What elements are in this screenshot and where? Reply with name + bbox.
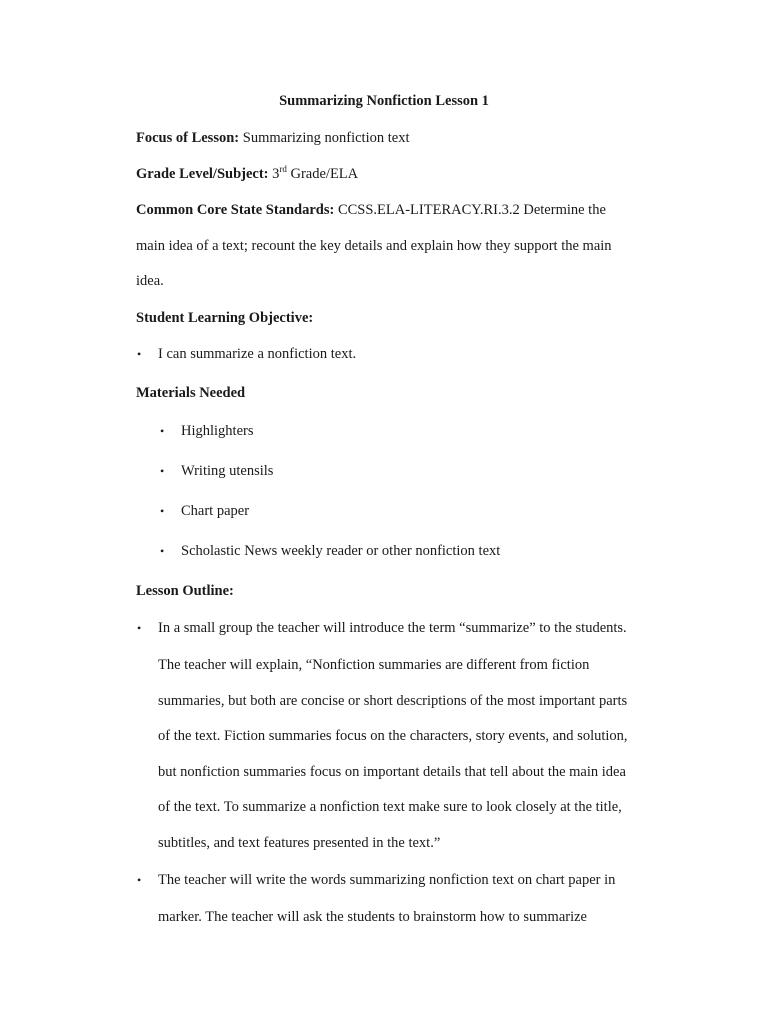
outline-line: subtitles, and text features presented in the text.” — [158, 835, 441, 851]
grade-level-number: 3 — [272, 166, 280, 182]
outline-line: In a small group the teacher will introduce the term “summarize” to the students. — [158, 620, 627, 636]
materials-item: Scholastic News weekly reader or other nonfiction text — [181, 543, 501, 559]
bullet-icon — [160, 504, 164, 519]
standards-line: main idea of a text; recount the key details and explain how they support the main — [136, 238, 612, 254]
materials-item: Chart paper — [181, 503, 250, 519]
outline-line: The teacher will write the words summarizing nonfiction text on chart paper in — [158, 872, 616, 888]
standards-line: idea. — [136, 273, 164, 289]
bullet-icon — [137, 621, 141, 636]
grade-level-label: Grade Level/Subject: — [136, 166, 269, 182]
outline-line: marker. The teacher will ask the students to brainstorm how to summarize — [158, 909, 587, 925]
standards-field — [136, 202, 606, 219]
bullet-icon — [160, 464, 164, 479]
grade-level-ordinal: rd — [279, 164, 287, 174]
materials-item: Highlighters — [181, 423, 254, 439]
standards-label: Common Core State Standards: — [136, 202, 335, 218]
outline-line: of the text. Fiction summaries focus on the characters, story events, and solution, — [158, 728, 628, 744]
document-title: Summarizing Nonfiction Lesson 1 — [279, 93, 489, 109]
outline-line: of the text. To summarize a nonfiction text make sure to look closely at the title, — [158, 799, 622, 815]
outline-line: but nonfiction summaries focus on important details that tell about the main idea — [158, 764, 626, 780]
materials-heading: Materials Needed — [136, 385, 246, 401]
outline-line: The teacher will explain, “Nonfiction summaries are different from fiction — [158, 657, 590, 673]
bullet-icon — [160, 544, 164, 559]
focus-of-lesson-value: Summarizing nonfiction text — [242, 130, 410, 146]
focus-of-lesson-field — [136, 130, 409, 147]
outline-heading: Lesson Outline: — [136, 583, 234, 599]
bullet-icon — [137, 873, 141, 888]
outline-line: summaries, but both are concise or short descriptions of the most important parts — [158, 693, 628, 709]
materials-item: Writing utensils — [181, 463, 274, 479]
objective-item: I can summarize a nonfiction text. — [158, 346, 357, 362]
bullet-icon — [160, 424, 164, 439]
grade-level-subject: Grade/ELA — [290, 166, 359, 182]
grade-level-field — [136, 166, 358, 183]
bullet-icon — [137, 347, 141, 362]
standards-line: CCSS.ELA-LITERACY.RI.3.2 Determine the — [337, 202, 606, 218]
focus-of-lesson-label: Focus of Lesson: — [136, 130, 240, 146]
objective-heading: Student Learning Objective: — [136, 310, 314, 326]
